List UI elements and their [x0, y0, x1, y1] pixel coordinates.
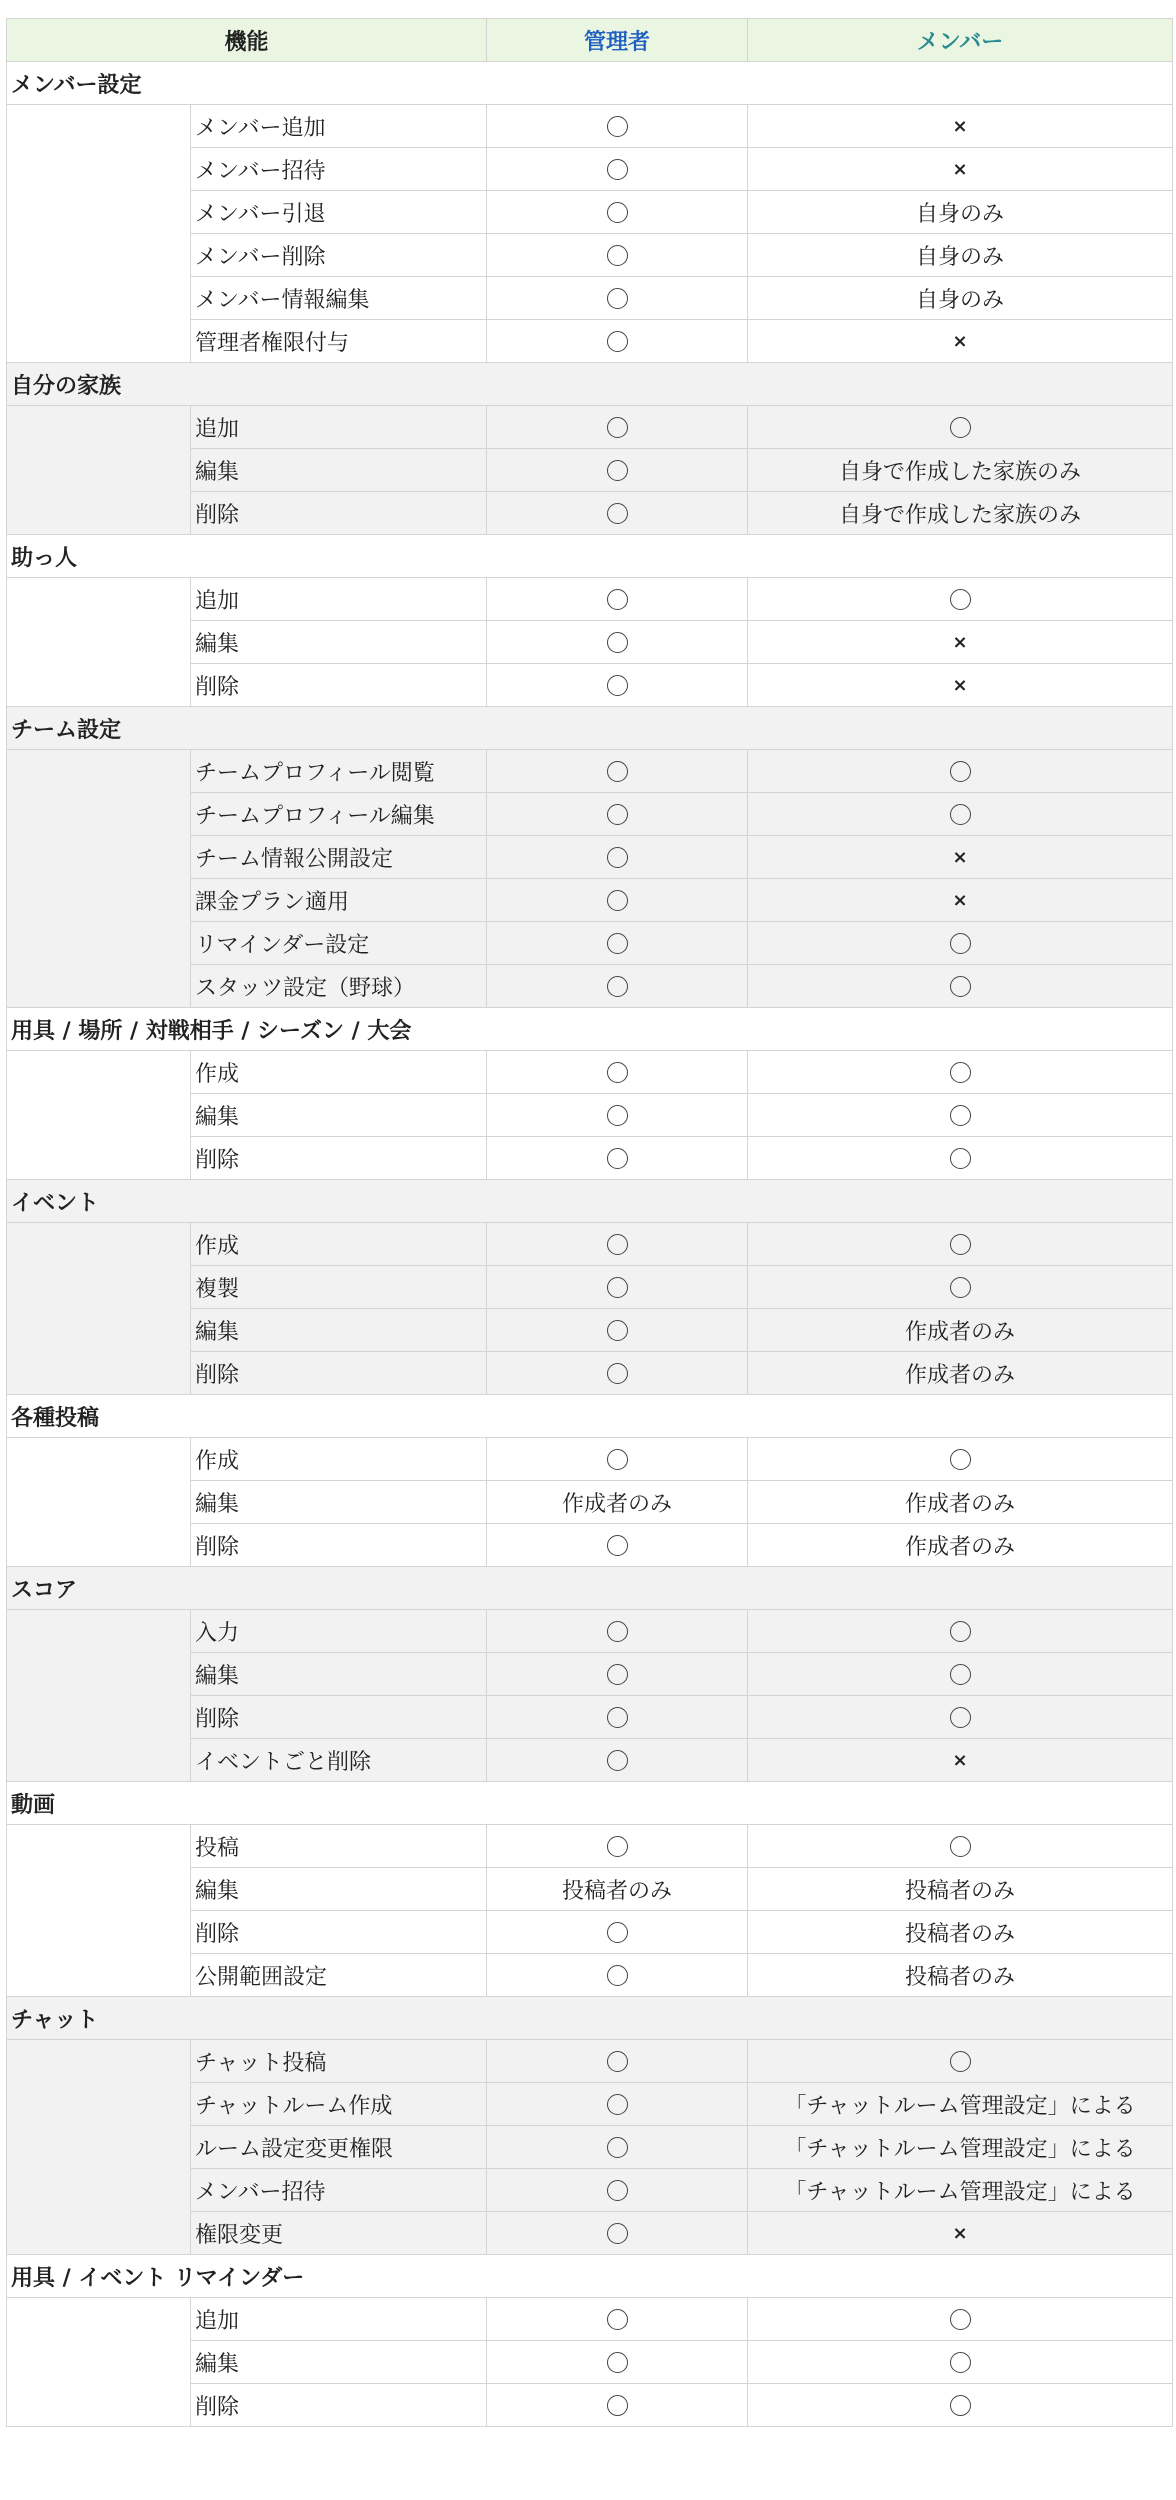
circle-mark-icon [607, 159, 628, 180]
member-permission-allowed [748, 406, 1173, 449]
circle-mark-icon [950, 2352, 971, 2373]
admin-permission-allowed [487, 2298, 748, 2341]
admin-permission-allowed [487, 2384, 748, 2427]
header-row [7, 19, 1173, 62]
circle-mark-icon [950, 1062, 971, 1083]
feature-label: 複製 [191, 1266, 487, 1309]
feature-label: 削除 [191, 492, 487, 535]
table-row [7, 578, 1173, 621]
circle-mark-icon [607, 245, 628, 266]
circle-mark-icon [607, 2223, 628, 2244]
member-permission-denied: × [748, 836, 1173, 879]
section-title: チーム設定 [7, 707, 1173, 750]
admin-permission-allowed [487, 1524, 748, 1567]
circle-mark-icon [607, 2309, 628, 2330]
circle-mark-icon [950, 2395, 971, 2416]
permission-section [7, 1567, 1173, 1782]
admin-permission-allowed [487, 1352, 748, 1395]
admin-permission-allowed [487, 1696, 748, 1739]
circle-mark-icon [950, 1836, 971, 1857]
member-permission-conditional: 自身で作成した家族のみ [748, 492, 1173, 535]
admin-permission-allowed [487, 836, 748, 879]
admin-permission-allowed [487, 922, 748, 965]
admin-permission-allowed [487, 277, 748, 320]
circle-mark-icon [950, 804, 971, 825]
member-permission-allowed [748, 750, 1173, 793]
section-indent-cell [7, 1223, 191, 1395]
section-header-row [7, 1395, 1173, 1438]
circle-mark-icon [607, 1836, 628, 1857]
circle-mark-icon [950, 1105, 971, 1126]
circle-mark-icon [607, 1449, 628, 1470]
feature-label: 作成 [191, 1438, 487, 1481]
feature-label: 投稿 [191, 1825, 487, 1868]
circle-mark-icon [607, 2051, 628, 2072]
section-indent-cell [7, 1051, 191, 1180]
feature-label: チャット投稿 [191, 2040, 487, 2083]
feature-label: チームプロフィール閲覧 [191, 750, 487, 793]
feature-label: 作成 [191, 1051, 487, 1094]
admin-permission-allowed [487, 965, 748, 1008]
feature-label: 追加 [191, 578, 487, 621]
circle-mark-icon [607, 1750, 628, 1771]
member-permission-denied: × [748, 664, 1173, 707]
feature-label: 削除 [191, 1696, 487, 1739]
admin-permission-allowed [487, 1309, 748, 1352]
section-title: 用具 / イベント リマインダー [7, 2255, 1173, 2298]
header-member: メンバー [748, 19, 1173, 62]
permission-section [7, 1395, 1173, 1567]
member-permission-allowed [748, 1696, 1173, 1739]
feature-label: メンバー追加 [191, 105, 487, 148]
feature-label: リマインダー設定 [191, 922, 487, 965]
section-indent-cell [7, 750, 191, 1008]
circle-mark-icon [950, 1449, 971, 1470]
section-header-row [7, 2255, 1173, 2298]
member-permission-conditional: 「チャットルーム管理設定」による [748, 2169, 1173, 2212]
circle-mark-icon [607, 933, 628, 954]
admin-permission-allowed [487, 1739, 748, 1782]
feature-label: 削除 [191, 1524, 487, 1567]
member-permission-allowed [748, 578, 1173, 621]
feature-label: 公開範囲設定 [191, 1954, 487, 1997]
feature-label: メンバー情報編集 [191, 277, 487, 320]
circle-mark-icon [950, 761, 971, 782]
admin-permission-allowed [487, 2341, 748, 2384]
member-permission-allowed [748, 1051, 1173, 1094]
table-row [7, 1438, 1173, 1481]
table-row [7, 2040, 1173, 2083]
member-permission-conditional: 自身のみ [748, 191, 1173, 234]
feature-label: チーム情報公開設定 [191, 836, 487, 879]
circle-mark-icon [607, 2395, 628, 2416]
permission-section [7, 62, 1173, 363]
circle-mark-icon [607, 1320, 628, 1341]
member-permission-conditional: 自身で作成した家族のみ [748, 449, 1173, 492]
circle-mark-icon [607, 2094, 628, 2115]
table-row [7, 2298, 1173, 2341]
section-header-row [7, 535, 1173, 578]
admin-permission-conditional: 投稿者のみ [487, 1868, 748, 1911]
member-permission-allowed [748, 1266, 1173, 1309]
member-permission-conditional: 「チャットルーム管理設定」による [748, 2126, 1173, 2169]
section-title: スコア [7, 1567, 1173, 1610]
feature-label: 編集 [191, 449, 487, 492]
member-permission-denied: × [748, 621, 1173, 664]
section-title: 各種投稿 [7, 1395, 1173, 1438]
member-permission-allowed [748, 2298, 1173, 2341]
member-permission-allowed [748, 2341, 1173, 2384]
admin-permission-allowed [487, 1954, 748, 1997]
table-row [7, 406, 1173, 449]
feature-label: メンバー招待 [191, 148, 487, 191]
permission-section [7, 1997, 1173, 2255]
feature-label: スタッツ設定（野球） [191, 965, 487, 1008]
permission-section [7, 707, 1173, 1008]
permission-section [7, 1782, 1173, 1997]
feature-label: チームプロフィール編集 [191, 793, 487, 836]
member-permission-allowed [748, 2040, 1173, 2083]
circle-mark-icon [607, 1965, 628, 1986]
feature-label: 編集 [191, 1309, 487, 1352]
member-permission-allowed [748, 1610, 1173, 1653]
feature-label: 編集 [191, 621, 487, 664]
member-permission-conditional: 投稿者のみ [748, 1911, 1173, 1954]
section-title: メンバー設定 [7, 62, 1173, 105]
circle-mark-icon [950, 1234, 971, 1255]
feature-label: 編集 [191, 1094, 487, 1137]
feature-label: 削除 [191, 2384, 487, 2427]
circle-mark-icon [950, 976, 971, 997]
feature-label: 編集 [191, 2341, 487, 2384]
feature-label: 課金プラン適用 [191, 879, 487, 922]
member-permission-conditional: 作成者のみ [748, 1309, 1173, 1352]
admin-permission-allowed [487, 2083, 748, 2126]
feature-label: 削除 [191, 1137, 487, 1180]
circle-mark-icon [607, 1664, 628, 1685]
feature-label: メンバー引退 [191, 191, 487, 234]
permission-section [7, 2255, 1173, 2427]
circle-mark-icon [607, 202, 628, 223]
feature-label: チャットルーム作成 [191, 2083, 487, 2126]
permissions-table [6, 18, 1173, 2427]
member-permission-conditional: 投稿者のみ [748, 1868, 1173, 1911]
admin-permission-allowed [487, 148, 748, 191]
feature-label: 管理者権限付与 [191, 320, 487, 363]
admin-permission-allowed [487, 191, 748, 234]
section-header-row [7, 363, 1173, 406]
circle-mark-icon [950, 2051, 971, 2072]
feature-label: 入力 [191, 1610, 487, 1653]
admin-permission-allowed [487, 750, 748, 793]
member-permission-conditional: 「チャットルーム管理設定」による [748, 2083, 1173, 2126]
section-title: 助っ人 [7, 535, 1173, 578]
admin-permission-allowed [487, 578, 748, 621]
feature-label: メンバー招待 [191, 2169, 487, 2212]
section-title: 用具 / 場所 / 対戦相手 / シーズン / 大会 [7, 1008, 1173, 1051]
section-title: 自分の家族 [7, 363, 1173, 406]
admin-permission-allowed [487, 621, 748, 664]
circle-mark-icon [607, 1363, 628, 1384]
feature-label: 編集 [191, 1653, 487, 1696]
feature-label: イベントごと削除 [191, 1739, 487, 1782]
feature-label: 編集 [191, 1481, 487, 1524]
section-indent-cell [7, 2040, 191, 2255]
member-permission-denied: × [748, 148, 1173, 191]
admin-permission-allowed [487, 2212, 748, 2255]
member-permission-denied: × [748, 1739, 1173, 1782]
feature-label: 権限変更 [191, 2212, 487, 2255]
admin-permission-allowed [487, 793, 748, 836]
circle-mark-icon [607, 1621, 628, 1642]
feature-label: 削除 [191, 1911, 487, 1954]
circle-mark-icon [607, 1922, 628, 1943]
member-permission-allowed [748, 1653, 1173, 1696]
admin-permission-allowed [487, 2040, 748, 2083]
member-permission-allowed [748, 1438, 1173, 1481]
admin-permission-allowed [487, 1653, 748, 1696]
permission-section [7, 1008, 1173, 1180]
section-header-row [7, 707, 1173, 750]
admin-permission-conditional: 作成者のみ [487, 1481, 748, 1524]
table-row [7, 1825, 1173, 1868]
section-indent-cell [7, 406, 191, 535]
circle-mark-icon [607, 1234, 628, 1255]
circle-mark-icon [607, 1148, 628, 1169]
circle-mark-icon [950, 417, 971, 438]
admin-permission-allowed [487, 449, 748, 492]
circle-mark-icon [607, 2137, 628, 2158]
table-row [7, 1223, 1173, 1266]
section-header-row [7, 1567, 1173, 1610]
section-indent-cell [7, 105, 191, 363]
admin-permission-allowed [487, 2169, 748, 2212]
circle-mark-icon [607, 1105, 628, 1126]
circle-mark-icon [950, 1664, 971, 1685]
admin-permission-allowed [487, 1137, 748, 1180]
admin-permission-allowed [487, 1266, 748, 1309]
circle-mark-icon [950, 933, 971, 954]
admin-permission-allowed [487, 105, 748, 148]
circle-mark-icon [607, 116, 628, 137]
circle-mark-icon [607, 2352, 628, 2373]
header-feature: 機能 [7, 19, 487, 62]
circle-mark-icon [607, 890, 628, 911]
section-header-row [7, 1782, 1173, 1825]
circle-mark-icon [950, 2309, 971, 2330]
feature-label: 作成 [191, 1223, 487, 1266]
section-header-row [7, 1180, 1173, 1223]
member-permission-conditional: 作成者のみ [748, 1481, 1173, 1524]
member-permission-conditional: 作成者のみ [748, 1524, 1173, 1567]
circle-mark-icon [607, 288, 628, 309]
section-title: チャット [7, 1997, 1173, 2040]
circle-mark-icon [607, 1277, 628, 1298]
circle-mark-icon [950, 1277, 971, 1298]
admin-permission-allowed [487, 1051, 748, 1094]
section-indent-cell [7, 578, 191, 707]
admin-permission-allowed [487, 2126, 748, 2169]
section-title: イベント [7, 1180, 1173, 1223]
circle-mark-icon [607, 1535, 628, 1556]
permission-section [7, 1180, 1173, 1395]
admin-permission-allowed [487, 234, 748, 277]
member-permission-denied: × [748, 2212, 1173, 2255]
feature-label: 削除 [191, 1352, 487, 1395]
feature-label: 追加 [191, 2298, 487, 2341]
admin-permission-allowed [487, 1223, 748, 1266]
feature-label: 追加 [191, 406, 487, 449]
admin-permission-allowed [487, 320, 748, 363]
circle-mark-icon [607, 1707, 628, 1728]
circle-mark-icon [607, 804, 628, 825]
member-permission-conditional: 投稿者のみ [748, 1954, 1173, 1997]
admin-permission-allowed [487, 664, 748, 707]
circle-mark-icon [607, 460, 628, 481]
section-header-row [7, 62, 1173, 105]
section-title: 動画 [7, 1782, 1173, 1825]
permission-section [7, 363, 1173, 535]
circle-mark-icon [607, 632, 628, 653]
feature-label: メンバー削除 [191, 234, 487, 277]
circle-mark-icon [607, 2180, 628, 2201]
member-permission-denied: × [748, 105, 1173, 148]
member-permission-allowed [748, 2384, 1173, 2427]
member-permission-conditional: 自身のみ [748, 234, 1173, 277]
admin-permission-allowed [487, 492, 748, 535]
circle-mark-icon [950, 1707, 971, 1728]
circle-mark-icon [950, 1148, 971, 1169]
member-permission-allowed [748, 1094, 1173, 1137]
member-permission-denied: × [748, 879, 1173, 922]
member-permission-allowed [748, 965, 1173, 1008]
circle-mark-icon [607, 675, 628, 696]
feature-label: 編集 [191, 1868, 487, 1911]
feature-label: ルーム設定変更権限 [191, 2126, 487, 2169]
circle-mark-icon [607, 589, 628, 610]
circle-mark-icon [607, 1062, 628, 1083]
permission-section [7, 535, 1173, 707]
header-admin: 管理者 [487, 19, 748, 62]
section-header-row [7, 1997, 1173, 2040]
circle-mark-icon [607, 503, 628, 524]
circle-mark-icon [607, 761, 628, 782]
table-row [7, 1610, 1173, 1653]
feature-label: 削除 [191, 664, 487, 707]
section-indent-cell [7, 1610, 191, 1782]
table-row [7, 750, 1173, 793]
admin-permission-allowed [487, 1094, 748, 1137]
member-permission-allowed [748, 1137, 1173, 1180]
circle-mark-icon [607, 331, 628, 352]
section-indent-cell [7, 2298, 191, 2427]
member-permission-denied: × [748, 320, 1173, 363]
circle-mark-icon [950, 589, 971, 610]
admin-permission-allowed [487, 1911, 748, 1954]
admin-permission-allowed [487, 879, 748, 922]
admin-permission-allowed [487, 406, 748, 449]
table-row [7, 105, 1173, 148]
admin-permission-allowed [487, 1825, 748, 1868]
section-indent-cell [7, 1438, 191, 1567]
member-permission-allowed [748, 1223, 1173, 1266]
table-row [7, 1051, 1173, 1094]
circle-mark-icon [607, 417, 628, 438]
member-permission-allowed [748, 793, 1173, 836]
member-permission-allowed [748, 1825, 1173, 1868]
circle-mark-icon [950, 1621, 971, 1642]
member-permission-conditional: 作成者のみ [748, 1352, 1173, 1395]
member-permission-allowed [748, 922, 1173, 965]
member-permission-conditional: 自身のみ [748, 277, 1173, 320]
section-header-row [7, 1008, 1173, 1051]
circle-mark-icon [607, 976, 628, 997]
section-indent-cell [7, 1825, 191, 1997]
admin-permission-allowed [487, 1438, 748, 1481]
circle-mark-icon [607, 847, 628, 868]
admin-permission-allowed [487, 1610, 748, 1653]
